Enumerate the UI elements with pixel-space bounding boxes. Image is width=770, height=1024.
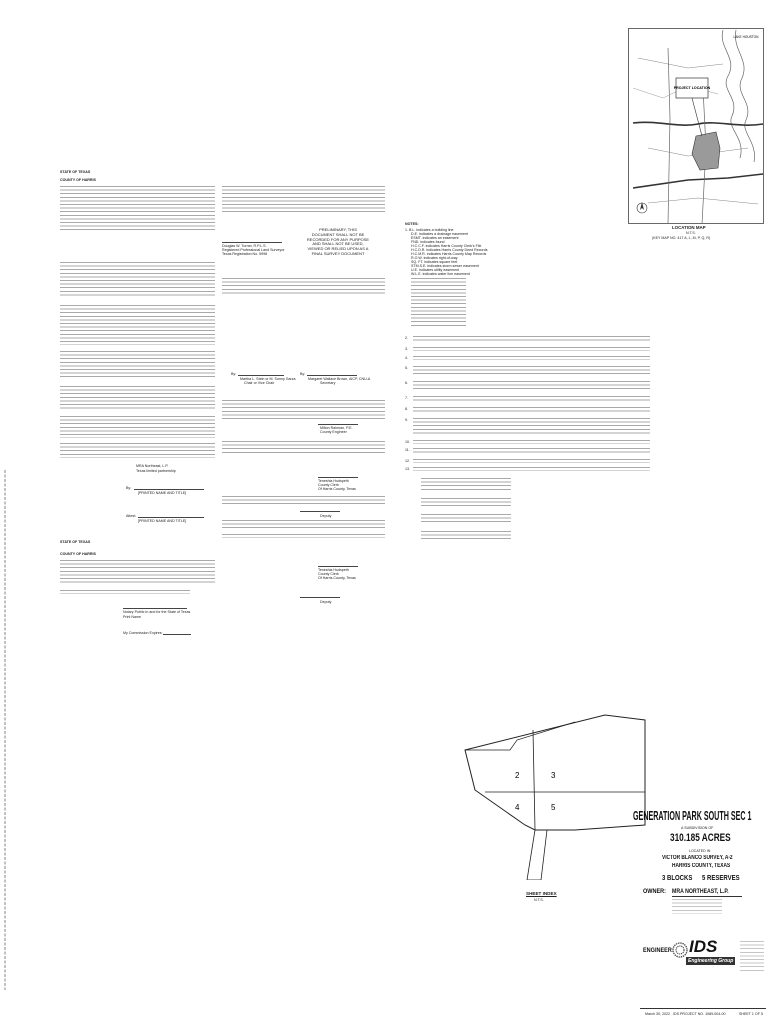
county-engineer-text [222, 400, 385, 420]
surveyor-signature-line [222, 242, 282, 243]
by-label: By: [231, 372, 237, 376]
project-number: IDS PROJECT NO. 1089-004-00 [673, 1012, 726, 1016]
note-line: FND. indicates found [411, 240, 445, 244]
note-number: 11. [405, 448, 410, 452]
note-line: 1. B.L. indicates a building line [405, 228, 454, 232]
note-text [413, 366, 650, 377]
owner-name: MRA Northeast, L.P. [136, 464, 169, 468]
by-label: By: [300, 372, 306, 376]
dedication-paragraph [60, 262, 215, 298]
note-text [413, 407, 650, 414]
note-number: 12. [405, 459, 410, 463]
note-number: 13. [405, 467, 410, 471]
chair-name: Martha L. Stein or M. Sonny Garza [240, 377, 296, 381]
globe-icon [672, 942, 688, 958]
county-clerk-title: County Clerk [318, 483, 339, 487]
deputy-label: Deputy [320, 600, 332, 604]
signature-line [138, 517, 204, 518]
preliminary-line: DOCUMENT SHALL NOT BE [311, 231, 365, 237]
secretary-name: Margaret Wallace Brown, AICP, CNU-A [308, 377, 371, 381]
file-path-margin-text [4, 470, 6, 990]
plat-date: March 30, 2022 [645, 1012, 670, 1016]
county-name: HARRIS COUNTY, TEXAS [672, 863, 731, 869]
sheet-number: 2 [515, 771, 520, 780]
secretary-signature-line [307, 375, 357, 376]
footer-divider [640, 1008, 766, 1009]
notes-heading: NOTES: [405, 222, 419, 226]
county-heading: COUNTY OF HARRIS [60, 178, 96, 182]
engineering-group-banner: Engineering Group [688, 958, 734, 964]
preliminary-line: PRELIMINARY, THIS [319, 227, 357, 232]
preliminary-stamp [300, 228, 376, 257]
location-map [628, 28, 764, 224]
notary-signature-line [123, 608, 187, 609]
printed-name-title: [PRINTED NAME AND TITLE] [138, 491, 187, 495]
note-text [413, 396, 650, 403]
signature-line [134, 489, 204, 490]
note-number: 3. [405, 347, 408, 351]
county-clerk-title: County Clerk [318, 572, 339, 576]
preliminary-line: FINAL SURVEY DOCUMENT [311, 250, 365, 256]
print-name-label: Print Name [123, 615, 141, 619]
project-label: PROJECT LOCATION [673, 86, 711, 90]
key-map-reference: (KEY MAP NO. 417 A, L, M, P, Q, R) [652, 236, 711, 240]
note-text [413, 467, 650, 471]
note-line: H.C.D.R. indicates Harris County Deed Records [411, 248, 488, 252]
easement-subnote [421, 498, 511, 509]
owner-address [672, 899, 722, 914]
given-under-hand-text [60, 590, 190, 594]
acknowledgment-text [60, 560, 215, 585]
surveyor-registration: Texas Registration No. 5998 [222, 252, 268, 256]
witness-text [222, 534, 385, 538]
note-line: W.L.E. indicates water line easement [411, 272, 470, 276]
note-line: D.E. indicates a drainage easement [411, 232, 468, 236]
dedication-paragraph [60, 443, 215, 458]
sheet-index-scale: N.T.S. [534, 898, 544, 902]
by-label: By: [126, 486, 132, 490]
sheet-number-label: SHEET 1 OF 5 [739, 1012, 763, 1016]
state-heading: STATE OF TEXAS [60, 170, 91, 174]
secretary-title: Secretary [320, 381, 336, 385]
note-line: ESMT. indicates an easement [411, 236, 459, 240]
note-text [413, 336, 650, 343]
clerk-signature-line [318, 566, 358, 567]
surveyor-title: Registered Professional Land Surveyor [222, 248, 285, 252]
sheet-index-diagram [455, 680, 660, 880]
survey-name: VICTOR BLANCO SURVEY, A-2 [662, 855, 733, 861]
easement-subnote [421, 478, 511, 492]
planning-commission-text [222, 278, 385, 296]
note-text [413, 440, 650, 444]
subdivision-of-label: A SUBDIVISION OF [681, 826, 714, 830]
reserves-count: 5 RESERVES [702, 873, 740, 882]
note-number: 10. [405, 440, 410, 444]
owner-dedication-text [60, 186, 215, 233]
engineer-address [740, 941, 764, 971]
acreage: 310.185 ACRES [670, 832, 731, 844]
engineer-signature-line [318, 424, 358, 425]
note-line: H.C.C.F. indicates Harris County Clerk's File [411, 244, 482, 248]
filing-certificate-text [222, 496, 385, 504]
note-text [413, 347, 650, 351]
engineer-logo [672, 938, 734, 972]
easement-subnote [421, 531, 511, 542]
clerk-signature-line [318, 477, 358, 478]
attest-label: Attest: [126, 514, 137, 518]
county-clerk-county: Of Harris County, Texas [318, 487, 356, 491]
dedication-paragraph [60, 386, 215, 411]
ids-logo-text: IDS [689, 937, 718, 956]
note-line: U.E. indicates utility easement [411, 268, 460, 272]
notary-title: Notary Public In and for the State of Texas [123, 610, 191, 614]
blocks-count: 3 BLOCKS [662, 873, 693, 882]
printed-name-title: [PRINTED NAME AND TITLE] [138, 519, 187, 523]
note-line: H.C.M.R. indicates Harris County Map Records [411, 252, 487, 256]
sheet-number: 5 [551, 803, 556, 812]
note-line: R.O.W. indicates right-of-way [411, 256, 458, 260]
surveyor-name: Douglas W. Turner, R.P.L.S. [222, 244, 267, 248]
deputy-label: Deputy [320, 514, 332, 518]
county-clerk-name: Teneshia Hudspeth [318, 568, 349, 572]
sheet-number: 4 [515, 803, 520, 812]
abbreviations-list [405, 228, 488, 276]
county-engineer-title: County Engineer [320, 430, 347, 434]
chair-title: Chair or Vice Chair [244, 381, 275, 385]
dedication-paragraph [60, 351, 215, 380]
dedication-paragraph [60, 305, 215, 345]
county-engineer-name: Milton Rahman, P.E. [320, 426, 353, 430]
state-heading: STATE OF TEXAS [60, 540, 91, 544]
located-in-label: LOCATED IN [689, 849, 711, 853]
easement-subnote [421, 514, 511, 525]
preliminary-line: VIEWED OR RELIED UPON AS A [307, 246, 369, 252]
deputy-signature-line [300, 597, 340, 598]
dedication-paragraph [60, 416, 215, 438]
owner-type: Texas limited partnership [136, 469, 176, 473]
note-text [413, 459, 650, 463]
sheet-index-title: SHEET INDEX [526, 891, 557, 896]
deputy-signature-line [300, 511, 340, 512]
owner-label: OWNER: [643, 888, 667, 895]
note-number: 7. [405, 396, 408, 400]
note-number: 2. [405, 336, 408, 340]
abbreviations-continued [411, 278, 466, 328]
commission-line [163, 634, 191, 635]
note-number: 4. [405, 356, 408, 360]
preliminary-line: RECORDED FOR ANY PURPOSE [306, 236, 370, 242]
note-line: STM.S.E. indicates storm sewer easement [411, 264, 479, 268]
sheet-number: 3 [551, 771, 556, 780]
note-text [413, 356, 650, 360]
commission-label: My Commission Expires: [123, 631, 163, 635]
note-number: 9. [405, 418, 408, 422]
owner-name: MRA NORTHEAST, L.P. [672, 888, 729, 895]
subdivision-name: GENERATION PARK SOUTH SEC 1 [633, 808, 752, 823]
surveyor-certificate-text [222, 186, 385, 215]
engineer-label: ENGINEER: [643, 947, 674, 954]
note-text [413, 418, 650, 436]
note-number: 6. [405, 381, 408, 385]
note-number: 5. [405, 366, 408, 370]
preliminary-line: AND SHALL NOT BE USED, [312, 241, 364, 247]
county-heading: COUNTY OF HARRIS [60, 552, 96, 556]
county-clerk-name: Teneshia Hudspeth [318, 479, 349, 483]
commissioners-court-text [222, 441, 385, 455]
note-text [413, 381, 650, 392]
filing-details-text [222, 520, 385, 528]
county-clerk-county: Of Harris County, Texas [318, 576, 356, 580]
lake-label: LAKE HOUSTON [733, 35, 759, 39]
chair-signature-line [238, 375, 284, 376]
note-number: 8. [405, 407, 408, 411]
owner-divider [672, 896, 742, 897]
note-line: SQ. FT. indicates square feet [411, 260, 458, 264]
location-map-title: LOCATION MAP [672, 225, 706, 230]
location-map-scale: N.T.S. [686, 231, 696, 235]
note-text [413, 448, 650, 455]
